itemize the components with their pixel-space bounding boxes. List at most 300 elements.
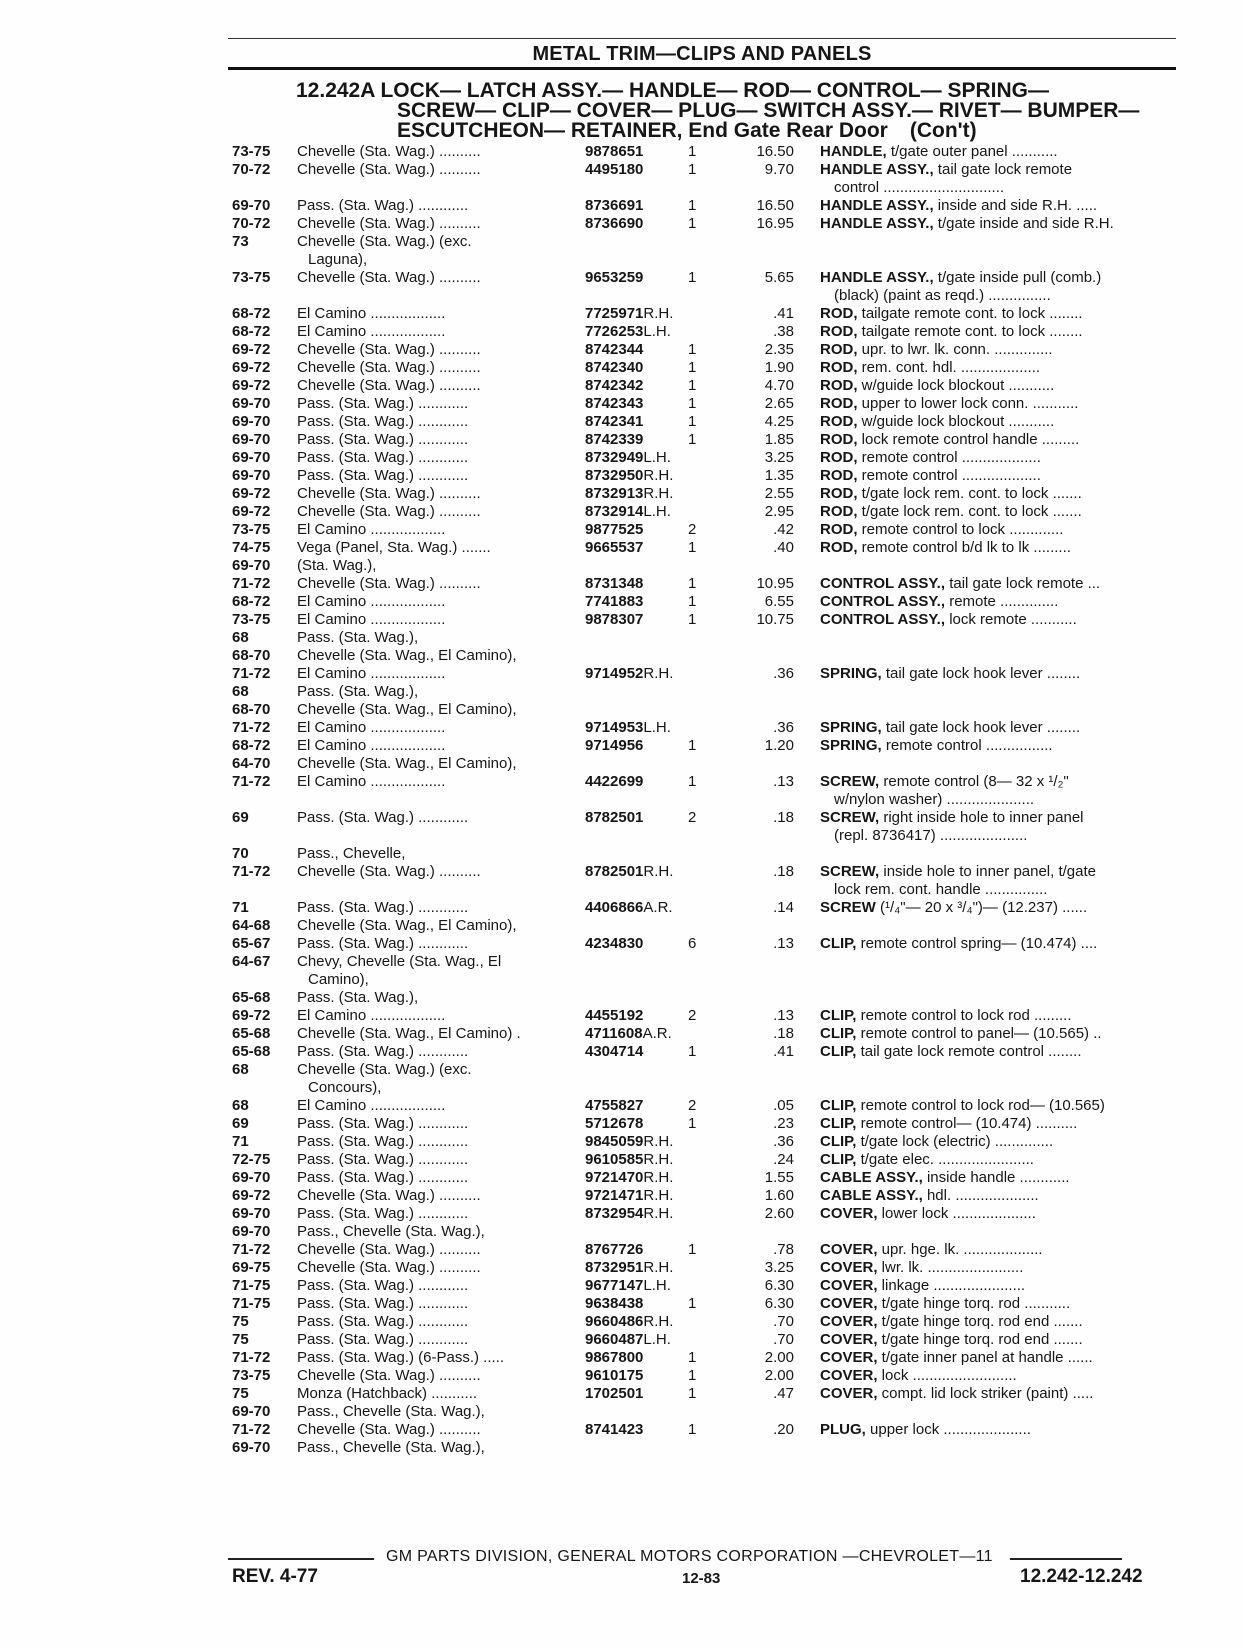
model-name: Pass. (Sta. Wag.) ............ (297, 1043, 469, 1060)
description-text: remote control— (10.474) .......... (856, 1115, 1078, 1132)
part-name: HANDLE ASSY., (820, 215, 934, 232)
model-name: El Camino .................. (297, 593, 446, 610)
table-row (0, 1349, 1243, 1367)
part-number (585, 467, 687, 485)
model-name: El Camino .................. (297, 611, 446, 628)
model-years: 73-75 (232, 611, 271, 628)
part-name: SCREW, (820, 773, 880, 790)
part-name: CLIP, (820, 1007, 857, 1024)
part-number (585, 1367, 697, 1385)
table-row (0, 1079, 1243, 1097)
quantity: L.H. (643, 503, 671, 520)
continued-label: (Con't) (909, 119, 977, 142)
model-years: 69-70 (232, 1223, 271, 1240)
model-name: Chevelle (Sta. Wag.) .......... (297, 143, 481, 160)
part-number-text: 8742340 (585, 359, 644, 376)
part-number-text: 8767726 (585, 1241, 644, 1258)
model-name-continued: Laguna), (308, 251, 368, 268)
quantity: R.H. (643, 1187, 674, 1204)
quantity: 1 (688, 593, 697, 610)
model-years: 64-67 (232, 953, 271, 970)
price: 9.70 (764, 161, 794, 178)
quantity: 1 (688, 1367, 697, 1384)
model-name: Chevelle (Sta. Wag.) .......... (297, 1241, 481, 1258)
part-name: COVER, (820, 1205, 878, 1222)
price: .36 (773, 665, 794, 682)
part-description (820, 809, 1180, 827)
model-name: Pass. (Sta. Wag.) ............ (297, 1151, 469, 1168)
part-name: ROD, (820, 539, 858, 556)
part-description (820, 503, 1180, 521)
quantity: 1 (688, 359, 697, 376)
part-name: ROD, (820, 431, 858, 448)
part-description (820, 1349, 1180, 1367)
model-name: Pass. (Sta. Wag.) ............ (297, 1295, 469, 1312)
table-row (0, 161, 1243, 179)
price: 1.55 (764, 1169, 794, 1186)
price: .70 (773, 1313, 794, 1330)
model-years: 64-70 (232, 755, 271, 772)
quantity: R.H. (643, 1205, 674, 1222)
description-text: remote control spring— (10.474) .... (856, 935, 1098, 952)
model-name-continued: Camino), (308, 971, 369, 988)
model-name: Chevelle (Sta. Wag.) .......... (297, 359, 481, 376)
model-years: 69-72 (232, 359, 271, 376)
quantity: 1 (688, 1421, 697, 1438)
model-name: Chevelle (Sta. Wag.) .......... (297, 1187, 481, 1204)
part-number (585, 593, 697, 611)
quantity: 1 (688, 377, 697, 394)
part-name: ROD, (820, 323, 858, 340)
price: .42 (773, 521, 794, 538)
quantity: R.H. (643, 467, 674, 484)
part-number-text: 4711608 (585, 1025, 643, 1042)
section-heading-line-1: 12.242A LOCK— LATCH ASSY.— HANDLE— ROD— CONTROL— SPRING— (296, 79, 1049, 102)
model-years: 71-72 (232, 575, 271, 592)
table-row (0, 809, 1243, 827)
table-row (0, 251, 1243, 269)
table-row (0, 953, 1243, 971)
table-row (0, 647, 1243, 665)
price: 2.00 (764, 1349, 794, 1366)
table-row (0, 1439, 1243, 1457)
part-name: ROD, (820, 359, 858, 376)
price: 1.35 (764, 467, 794, 484)
quantity: 1 (688, 215, 697, 232)
price: .36 (773, 719, 794, 736)
part-description (820, 467, 1180, 485)
price: .38 (773, 323, 794, 340)
part-number-text: 9653259 (585, 269, 644, 286)
table-row (0, 1043, 1243, 1061)
part-number (585, 1025, 687, 1043)
model-name: Chevelle (Sta. Wag.) .......... (297, 485, 481, 502)
table-row (0, 449, 1243, 467)
part-number-text: 4495180 (585, 161, 644, 178)
part-description (820, 1205, 1180, 1223)
part-description (820, 521, 1180, 539)
price: 2.55 (764, 485, 794, 502)
model-name: Pass. (Sta. Wag.) ............ (297, 1313, 469, 1330)
model-name: El Camino .................. (297, 323, 446, 340)
part-name: ROD, (820, 503, 858, 520)
model-name: El Camino .................. (297, 521, 446, 538)
model-name: Pass. (Sta. Wag.) ............ (297, 809, 469, 826)
footer-rule-right (1010, 1558, 1122, 1560)
part-number (585, 809, 697, 827)
model-years: 69 (232, 1115, 249, 1132)
part-name: ROD, (820, 341, 858, 358)
model-years: 68-70 (232, 701, 271, 718)
part-description (820, 1097, 1180, 1115)
description-text: tail gate lock remote control ........ (856, 1043, 1082, 1060)
part-number-text: 4234830 (585, 935, 644, 952)
description-text: lock remote ........... (945, 611, 1077, 628)
part-number (585, 359, 697, 377)
part-number-text: 8782501 (585, 809, 644, 826)
price: .70 (773, 1331, 794, 1348)
quantity: R.H. (643, 1151, 674, 1168)
model-years: 71-72 (232, 1241, 271, 1258)
model-years: 65-67 (232, 935, 271, 952)
model-years: 69-70 (232, 431, 271, 448)
description-text: linkage ...................... (877, 1277, 1026, 1294)
part-description (820, 863, 1180, 881)
model-name: Pass., Chevelle (Sta. Wag.), (297, 1403, 485, 1420)
description-text: remote control (8— 32 x ¹/₂" (879, 773, 1069, 790)
model-name: Pass. (Sta. Wag.) ............ (297, 1169, 469, 1186)
description-text: t/gate outer panel ........... (886, 143, 1058, 160)
model-years: 68-72 (232, 593, 271, 610)
model-name: Pass., Chevelle (Sta. Wag.), (297, 1223, 485, 1240)
description-text: remote control to panel— (10.565) .. (856, 1025, 1102, 1042)
model-name: Pass., Chevelle, (297, 845, 406, 862)
description-text: remote control ................... (857, 467, 1041, 484)
model-name: Pass. (Sta. Wag.) ............ (297, 197, 469, 214)
quantity: 1 (688, 539, 697, 556)
part-number (585, 269, 697, 287)
model-name: Pass. (Sta. Wag.) ............ (297, 899, 469, 916)
quantity: 2 (688, 1097, 697, 1114)
table-row (0, 521, 1243, 539)
table-row (0, 503, 1243, 521)
description-text: t/gate hinge torq. rod end ....... (877, 1331, 1083, 1348)
table-row (0, 899, 1243, 917)
model-years: 69-72 (232, 341, 271, 358)
part-number-text: 9665537 (585, 539, 644, 556)
quantity: 1 (688, 1295, 697, 1312)
part-number-text: 8741423 (585, 1421, 644, 1438)
part-number (585, 305, 687, 323)
part-name: HANDLE ASSY., (820, 269, 934, 286)
part-name: SPRING, (820, 737, 882, 754)
part-name: CONTROL ASSY., (820, 593, 946, 610)
part-name: COVER, (820, 1367, 878, 1384)
part-name: CABLE ASSY., (820, 1187, 923, 1204)
title-rule (228, 67, 1176, 70)
model-name: Chevelle (Sta. Wag.) .......... (297, 1421, 481, 1438)
description-text: t/gate inside pull (comb.) (933, 269, 1102, 286)
table-row (0, 233, 1243, 251)
part-number (585, 1043, 697, 1061)
part-number (585, 1133, 687, 1151)
quantity: 2 (688, 521, 697, 538)
quantity: 1 (688, 737, 697, 754)
model-years: 70 (232, 845, 249, 862)
table-row (0, 1133, 1243, 1151)
part-description (820, 665, 1180, 683)
price: .18 (773, 863, 794, 880)
model-name: Pass., Chevelle (Sta. Wag.), (297, 1439, 485, 1456)
part-name: ROD, (820, 395, 858, 412)
section-heading (296, 81, 1196, 141)
price: 3.25 (764, 449, 794, 466)
price: 1.90 (764, 359, 794, 376)
part-description (820, 935, 1180, 953)
table-row (0, 629, 1243, 647)
part-number (585, 215, 697, 233)
price: .24 (773, 1151, 794, 1168)
part-number (585, 1097, 697, 1115)
description-continued: w/nylon washer) ..................... (834, 791, 1035, 808)
quantity: R.H. (643, 1313, 674, 1330)
model-name: Pass. (Sta. Wag.), (297, 989, 419, 1006)
price: .23 (773, 1115, 794, 1132)
model-years: 71 (232, 1133, 249, 1150)
model-name: Monza (Hatchback) ........... (297, 1385, 478, 1402)
part-name: ROD, (820, 485, 858, 502)
part-name: ROD, (820, 521, 858, 538)
table-row (0, 1187, 1243, 1205)
part-number (585, 161, 697, 179)
table-row (0, 611, 1243, 629)
table-row (0, 791, 1243, 809)
part-number (585, 1007, 697, 1025)
part-description (820, 1151, 1180, 1169)
part-name: COVER, (820, 1259, 878, 1276)
quantity: 1 (688, 773, 697, 790)
description-text: inside hole to inner panel, t/gate (879, 863, 1097, 880)
price: .36 (773, 1133, 794, 1150)
part-number (585, 1385, 697, 1403)
section-heading-line-3-text: ESCUTCHEON— RETAINER, End Gate Rear Door (397, 119, 888, 142)
price: .47 (773, 1385, 794, 1402)
part-number (585, 431, 697, 449)
price: 6.55 (764, 593, 794, 610)
quantity: 1 (688, 1115, 697, 1132)
part-number (585, 143, 697, 161)
model-years: 71-72 (232, 1421, 271, 1438)
part-number (585, 665, 687, 683)
model-years: 71-72 (232, 863, 271, 880)
part-number (585, 1313, 687, 1331)
part-number (585, 1421, 697, 1439)
table-row (0, 1403, 1243, 1421)
model-years: 73-75 (232, 143, 271, 160)
quantity: 2 (688, 1007, 697, 1024)
part-description (820, 719, 1180, 737)
part-name: HANDLE, (820, 143, 887, 160)
part-name: ROD, (820, 449, 858, 466)
model-name: Chevelle (Sta. Wag., El Camino), (297, 917, 517, 934)
table-row (0, 215, 1243, 233)
description-text: t/gate elec. ....................... (856, 1151, 1034, 1168)
price: 10.75 (756, 611, 794, 628)
model-years: 68 (232, 629, 249, 646)
part-number-text: 4455192 (585, 1007, 644, 1024)
part-number-text: 9660486 (585, 1313, 644, 1330)
quantity: 2 (688, 809, 697, 826)
table-row (0, 377, 1243, 395)
part-description (820, 1133, 1180, 1151)
description-text: remote control b/d lk to lk ......... (857, 539, 1071, 556)
model-name: Chevy, Chevelle (Sta. Wag., El (297, 953, 502, 970)
part-name: SCREW, (820, 809, 880, 826)
model-years: 71-75 (232, 1277, 271, 1294)
part-description (820, 143, 1180, 161)
description-text: compt. lid lock striker (paint) ..... (877, 1385, 1094, 1402)
part-description (820, 593, 1180, 611)
part-number (585, 863, 687, 881)
model-years: 71-75 (232, 1295, 271, 1312)
description-text: remote control to lock rod— (10.565) (856, 1097, 1105, 1114)
price: .05 (773, 1097, 794, 1114)
part-description (820, 323, 1180, 341)
footer-rule-left (228, 1558, 374, 1560)
part-number-text: 7725971 (585, 305, 644, 322)
price: .13 (773, 935, 794, 952)
top-rule (228, 38, 1176, 39)
part-name: ROD, (820, 305, 858, 322)
page-number: 12-83 (682, 1570, 721, 1587)
table-row (0, 881, 1243, 899)
price: 3.25 (764, 1259, 794, 1276)
table-row (0, 1097, 1243, 1115)
table-row (0, 1061, 1243, 1079)
part-number-text: 8742343 (585, 395, 644, 412)
part-number (585, 1259, 687, 1277)
model-name: Vega (Panel, Sta. Wag.) ....... (297, 539, 491, 556)
price: .41 (773, 305, 794, 322)
part-number-text: 9610175 (585, 1367, 644, 1384)
model-years: 69-70 (232, 467, 271, 484)
table-row (0, 1367, 1243, 1385)
description-continued: lock rem. cont. handle ............... (834, 881, 1048, 898)
price: .41 (773, 1043, 794, 1060)
price: .18 (773, 809, 794, 826)
part-number (585, 341, 697, 359)
model-name: Chevelle (Sta. Wag.) (exc. (297, 233, 472, 250)
part-description (820, 485, 1180, 503)
part-description (820, 305, 1180, 323)
table-row (0, 935, 1243, 953)
part-number-text: 4406866 (585, 899, 644, 916)
part-description (820, 1241, 1180, 1259)
model-name: Pass. (Sta. Wag.) ............ (297, 395, 469, 412)
part-description (820, 1259, 1180, 1277)
model-name: Chevelle (Sta. Wag.) .......... (297, 1367, 481, 1384)
part-number-text: 8742344 (585, 341, 644, 358)
table-row (0, 989, 1243, 1007)
table-row (0, 665, 1243, 683)
model-name: Pass. (Sta. Wag.) ............ (297, 449, 469, 466)
description-continued: (black) (paint as reqd.) ............... (834, 287, 1051, 304)
part-name: COVER, (820, 1331, 878, 1348)
table-row (0, 1295, 1243, 1313)
model-name: Chevelle (Sta. Wag., El Camino) . (297, 1025, 521, 1042)
description-text: upr. hge. lk. ................... (877, 1241, 1043, 1258)
model-name: Pass. (Sta. Wag.) ............ (297, 935, 469, 952)
table-row (0, 395, 1243, 413)
model-name: Pass. (Sta. Wag.) ............ (297, 1277, 469, 1294)
table-row (0, 1277, 1243, 1295)
model-years: 71-72 (232, 719, 271, 736)
model-name: El Camino .................. (297, 773, 446, 790)
quantity: 6 (688, 935, 697, 952)
part-number-text: 8742341 (585, 413, 644, 430)
part-number (585, 413, 697, 431)
table-row (0, 1385, 1243, 1403)
description-text: tail gate lock remote ... (945, 575, 1101, 592)
model-name: Pass. (Sta. Wag.), (297, 629, 419, 646)
table-row (0, 1223, 1243, 1241)
part-number (585, 1295, 697, 1313)
model-name-continued: Concours), (308, 1079, 382, 1096)
model-years: 69-70 (232, 413, 271, 430)
part-name: ROD, (820, 377, 858, 394)
part-description (820, 899, 1180, 917)
price: .18 (773, 1025, 794, 1042)
part-number (585, 1331, 687, 1349)
model-years: 68-72 (232, 305, 271, 322)
model-name: Chevelle (Sta. Wag., El Camino), (297, 647, 517, 664)
part-number-text: 9638438 (585, 1295, 644, 1312)
page-title: METAL TRIM—CLIPS AND PANELS (532, 43, 872, 65)
part-number-text: 9660487 (585, 1331, 644, 1348)
model-years: 64-68 (232, 917, 271, 934)
part-number-text: 8732951 (585, 1259, 644, 1276)
table-row (0, 539, 1243, 557)
model-years: 69-70 (232, 557, 271, 574)
price: 2.95 (764, 503, 794, 520)
model-years: 71-72 (232, 1349, 271, 1366)
part-number-text: 8732913 (585, 485, 644, 502)
model-name: El Camino .................. (297, 719, 446, 736)
table-row (0, 827, 1243, 845)
table-row (0, 701, 1243, 719)
model-name: Chevelle (Sta. Wag.) .......... (297, 269, 481, 286)
part-description (820, 1277, 1180, 1295)
model-years: 68 (232, 1061, 249, 1078)
quantity: R.H. (643, 1259, 674, 1276)
model-years: 73-75 (232, 1367, 271, 1384)
part-number-text: 7741883 (585, 593, 644, 610)
part-description (820, 1331, 1180, 1349)
description-text: tailgate remote cont. to lock ........ (857, 305, 1083, 322)
part-number (585, 521, 697, 539)
price: 4.70 (764, 377, 794, 394)
table-row (0, 845, 1243, 863)
quantity: L.H. (643, 719, 671, 736)
price: 16.50 (756, 143, 794, 160)
description-text: w/guide lock blockout ........... (857, 377, 1055, 394)
model-years: 71-72 (232, 773, 271, 790)
part-number-text: 9878651 (585, 143, 644, 160)
part-name: SCREW, (820, 863, 880, 880)
model-name: Pass. (Sta. Wag.) ............ (297, 1115, 469, 1132)
description-text: remote control to lock ............. (857, 521, 1064, 538)
description-text: t/gate hinge torq. rod ........... (877, 1295, 1071, 1312)
